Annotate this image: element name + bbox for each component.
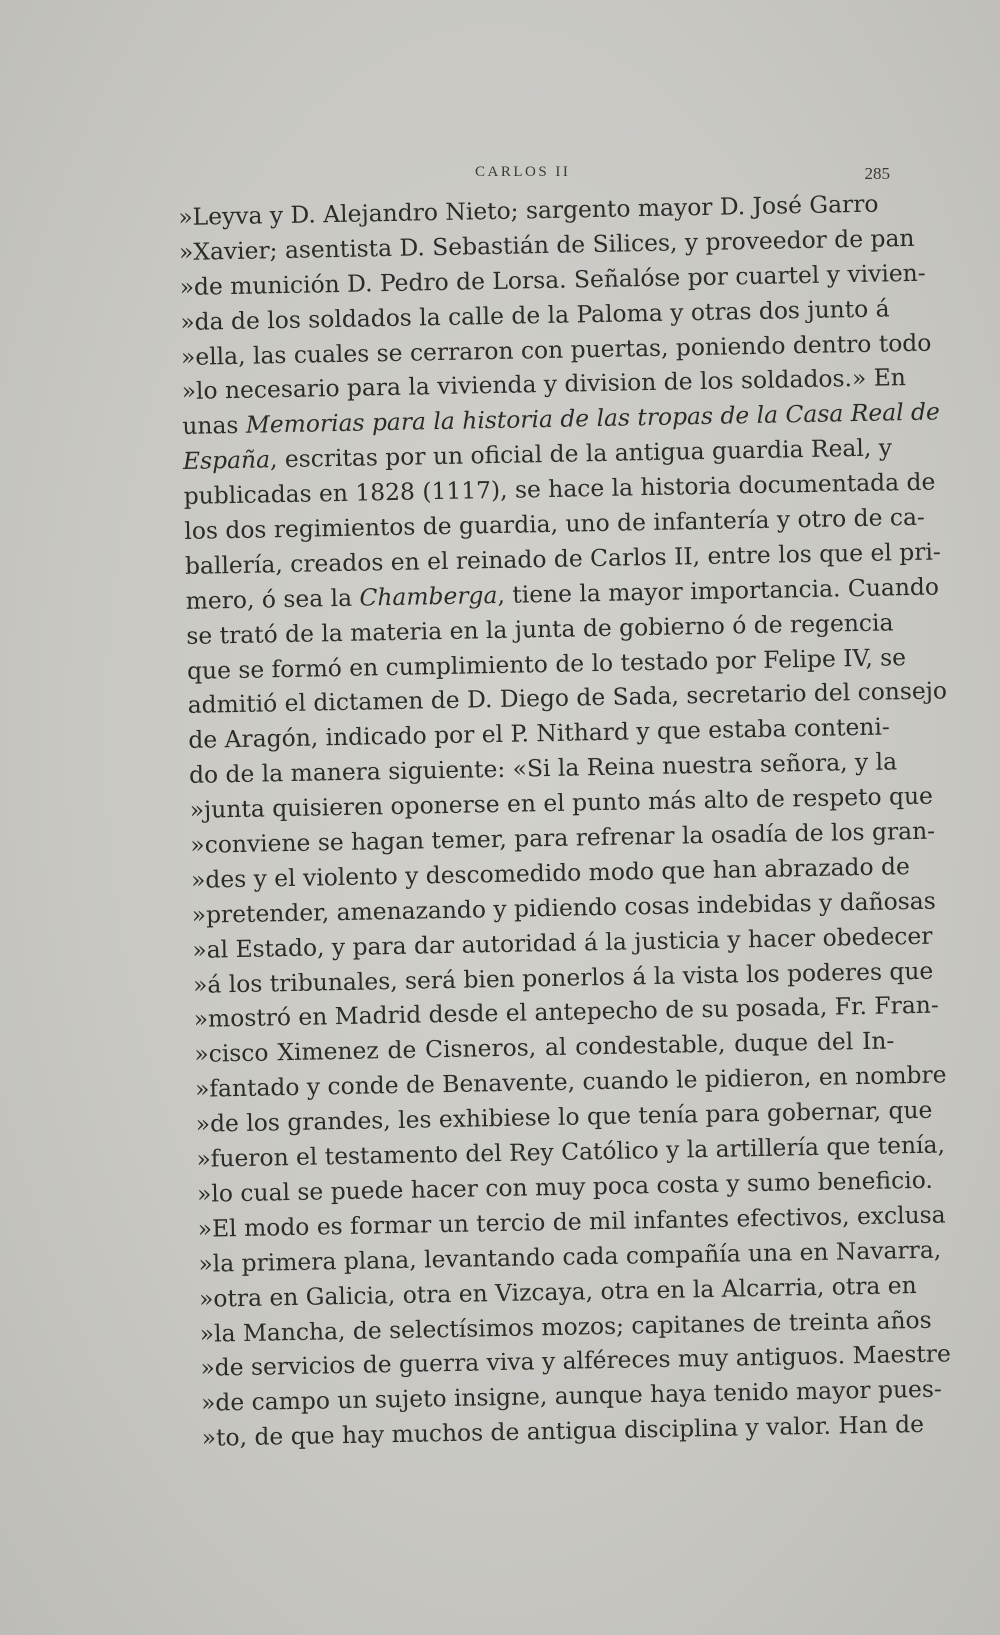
- text-line: »fueron el testamento del Rey Católico y la artillería que tenía,: [196, 1130, 946, 1173]
- running-head: [180, 164, 890, 190]
- text-line: »ella, las cuales se cerraron con puertas, poniendo dentro todo: [180, 328, 932, 371]
- text-line: los dos regimientos de guardia, uno de infantería y otro de ca-: [184, 502, 926, 545]
- body-text: [178, 187, 952, 1456]
- text-line: »pretender, amenazando y pidiendo cosas indebidas y dañosas: [191, 886, 936, 929]
- text-line: »fantado y conde de Benavente, cuando le pidieron, en nombre: [194, 1060, 947, 1104]
- text-line: mero, ó sea la Chamberga, tiene la mayor importancia. Cuando: [185, 572, 940, 615]
- text-line: »cisco Ximenez de Cisneros, al condestable, duque del In-: [194, 1026, 895, 1069]
- text-line: »junta quisieren oponerse en el punto más alto de respeto que: [189, 781, 934, 825]
- text-line: »lo necesario para la vivienda y division de los soldados.» En: [181, 363, 907, 406]
- text-line: »Xavier; asentista D. Sebastián de Silices, y proveedor de pan: [178, 223, 915, 266]
- text-line: »El modo es formar un tercio de mil infantes efectivos, exclusa: [197, 1200, 946, 1243]
- text-line: »la primera plana, levantando cada compañía una en Navarra,: [198, 1235, 942, 1278]
- text-line: »des y el violento y descomedido modo que han abrazado de: [190, 851, 911, 894]
- text-line: »to, de que hay muchos de antigua disciplina y valor. Han de: [201, 1410, 925, 1452]
- text-line: »de munición D. Pedro de Lorsa. Señalóse por cuartel y vivien-: [179, 258, 926, 301]
- text-line: »da de los soldados la calle de la Paloma y otras dos junto á: [180, 294, 890, 336]
- text-line: do de la manera siguiente: «Si la Reina nuestra señora, y la: [188, 747, 898, 790]
- text-line: »de servicios de guerra viva y alféreces muy antiguos. Maestre: [200, 1339, 952, 1383]
- text-line: ballería, creados en el reinado de Carlos II, entre los que el pri-: [184, 537, 942, 580]
- text-line: se trató de la materia en la junta de gobierno ó de regencia: [186, 608, 894, 650]
- text-line: admitió el dictamen de D. Diego de Sada, secretario del consejo: [187, 676, 948, 720]
- text-line: »al Estado, y para dar autoridad á la justicia y hacer obedecer: [192, 921, 933, 964]
- italic-title: Chamberga: [359, 580, 498, 612]
- text-line: que se formó en cumplimiento de lo testado por Felipe IV, se: [186, 642, 907, 685]
- text-line: »de los grandes, les exhibiese lo que tenía para gobernar, que: [195, 1095, 933, 1138]
- text-line: »mostró en Madrid desde el antepecho de su posada, Fr. Fran-: [193, 991, 939, 1034]
- running-title: CARLOS II: [475, 164, 571, 180]
- text-line: »á los tribunales, será bien ponerlos á la vista los poderes que: [192, 956, 934, 999]
- page-number: 285: [864, 164, 890, 183]
- italic-title: España: [182, 445, 271, 476]
- text-line: unas Memorias para la historia de las tropas de la Casa Real de: [182, 397, 941, 441]
- text-line: de Aragón, indicado por el P. Nithard y que estaba conteni-: [188, 712, 891, 755]
- italic-title: Memorias para la historia de las tropas de la Casa Real de: [245, 397, 941, 440]
- text-line: »otra en Galicia, otra en Vizcaya, otra en la Alcarria, otra en: [198, 1270, 917, 1313]
- text-line: »de campo un sujeto insigne, aunque haya tenido mayor pues-: [200, 1374, 943, 1418]
- text-line: »Leyva y D. Alejandro Nieto; sargento mayor D. José Garro: [178, 189, 879, 231]
- text-line: »lo cual se puede hacer con muy poca costa y sumo beneficio.: [196, 1165, 934, 1208]
- text-line: »conviene se hagan temer, para refrenar la osadía de los gran-: [190, 816, 936, 859]
- text-line: publicadas en 1828 (1117), se hace la historia documentada de: [183, 467, 936, 511]
- text-line: España, escritas por un oficial de la antigua guardia Real, y: [182, 433, 893, 476]
- text-line: »la Mancha, de selectísimos mozos; capitanes de treinta años: [199, 1305, 932, 1348]
